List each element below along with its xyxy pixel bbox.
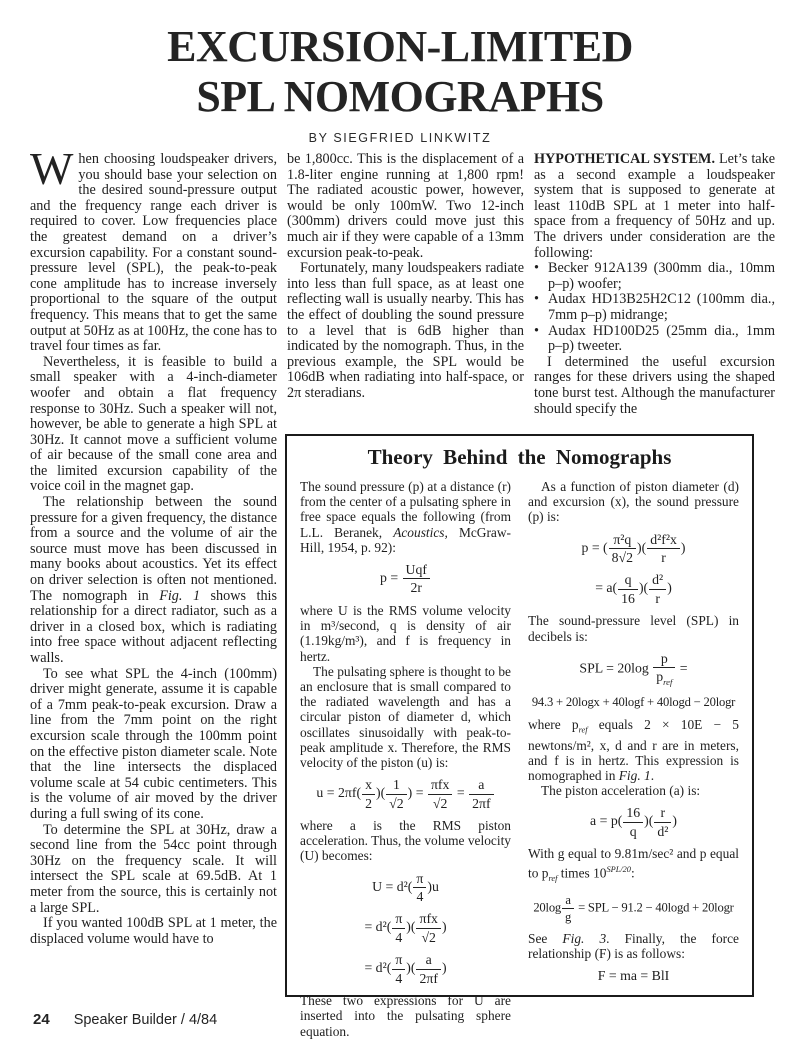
paragraph: If you wanted 100dB SPL at 1 meter, the displaced volume would have to <box>30 915 277 947</box>
section-lead: HYPOTHETICAL SYSTEM. <box>534 151 715 167</box>
formula-force: F = ma = BlI <box>597 968 670 984</box>
driver-item-text: Audax HD13B25H2C12 (100mm dia., 7mm p–p) midrange; <box>548 291 775 323</box>
paragraph: With g equal to 9.81m/sec² and p equal to $p_{ref}$ times $10^{SPL/20}$: <box>528 846 739 883</box>
article-header <box>0 22 800 145</box>
paragraph: where U is the RMS volume velocity in m³/second, q is density of air (1.19kg/m³), and f is frequency in hertz. <box>300 602 511 664</box>
formula-pulsating-sphere: p = $\frac{\text{Uqf}}{2r}$ <box>300 562 511 596</box>
formula-spl-expanded: 94.3 + 20logx + 40logf + 40logd − 20logr <box>531 694 736 709</box>
paragraph: To see what SPL the 4-inch (100mm) driver might generate, assume it is capable of a 7mm peak-to-peak excursion. Draw a line from the 7mm point on the right excursion scale through the 100mm point on the effective piston diameter scale. Note that the line intersects the displaced volume scale at 54 cubic centimeters. This is the volume of air moved by the driver during a full swing of its cone. <box>30 665 277 822</box>
paragraph: See Fig. 3. Finally, the force relationship (F) is as follows: <box>528 931 739 962</box>
driver-list <box>534 261 775 355</box>
formula-piston-velocity: u = 2πf( $\frac{x}{2}$ )( $\frac{1}{√2}$ ) = $\frac{\text{πfx}}{√2}$ = $\frac{a}{2\pi f}$ <box>300 777 511 811</box>
paragraph: Fortunately, many loudspeakers radiate into less than full space, as at least one reflecting wall is usually nearby. This has the effect of doubling the sound pressure to a level that is 6dB higher than indicated by the nomograph. Thus, in the previous example, the SPL would be 106dB when radiating into half-space, or 2π steradians. <box>287 260 524 401</box>
driver-list-item <box>534 292 775 323</box>
drop-cap: W <box>30 143 74 194</box>
formula-volume-velocity-1: U = d²( $\frac{\pi}{4}$ )u <box>372 870 439 905</box>
formula-volume-velocity-3: = d²( $\frac{\pi}{4}$ )( $\frac{a}{2\pi f}$ ) <box>364 952 447 986</box>
driver-item-text: Audax HD100D25 (25mm dia., 1mm p–p) tweeter. <box>548 322 775 355</box>
bullet-icon: • <box>534 260 539 277</box>
paragraph: The pulsating sphere is thought to be an enclosure that is small compared to the radiated wavelength and has a circular piston of diameter d, which oscillates sinusoidally with peak-to-peak amplitude x. Therefore, the RMS velocity of the piston (u) is: <box>300 663 511 770</box>
formula-volume-velocity-2: = d²( $\frac{\pi}{4}$ )( $\frac{\text{πfx}}{√2}$ ) <box>364 911 447 945</box>
formula-piston-acceleration: a = p( $\frac{16}{q}$ )( $\frac{r}{\text{d²}}$ ) <box>590 805 677 839</box>
page-number: 24 <box>33 1011 50 1028</box>
driver-item-text: Becker 912A139 (300mm dia., 10mm p–p) woofer; <box>548 260 775 292</box>
formula-sound-pressure-1: p = ( $\frac{\text{π²q}}{8√2}$ )( $\frac{\text{d²f²x}}{r}$ ) <box>581 531 686 566</box>
column-middle <box>287 152 524 402</box>
paragraph: The sound-pressure level (SPL) in decibels is: <box>528 613 739 644</box>
sidebar-column-left <box>300 479 511 1039</box>
paragraph: These two expressions for U are inserted into the pulsating sphere equation. <box>300 993 511 1039</box>
sidebar-title: Theory Behind the Nomographs <box>367 445 672 469</box>
paragraph-hypothetical-system <box>534 152 775 261</box>
publication-name: Speaker Builder / 4/84 <box>73 1012 218 1028</box>
paragraph: To determine the SPL at 30Hz, draw a second line from the 54cc point through 30Hz on the frequency scale. It will intersect the SPL scale at 69.5dB. At 1 meter from the source, this is certainly not a large SPL. <box>30 821 277 916</box>
sidebar-columns <box>300 479 739 1039</box>
bullet-icon: • <box>534 291 539 308</box>
byline: BY SIEGFRIED LINKWITZ <box>308 131 492 145</box>
column-left <box>30 143 278 947</box>
formula-spl: SPL = 20log $\frac{p}{p_{ref}}$ = <box>579 650 688 687</box>
paragraph: where $p_{ref}$ equals 2 × 10E − 5 newtons/m², x, d and r are in meters, and f is in hertz. This expression is nomographed in Fig. 1. <box>528 716 739 784</box>
driver-list-item <box>534 261 775 292</box>
driver-list-item <box>534 324 775 355</box>
sidebar-column-right <box>528 479 739 1039</box>
theory-sidebar <box>285 434 754 1039</box>
paragraph: I determined the useful excursion ranges for these drivers using the shaped tone burst test. Although the manufacturer should specify the <box>534 353 775 417</box>
column-right <box>534 152 775 417</box>
paragraph: The piston acceleration (a) is: <box>541 783 701 799</box>
page-footer <box>33 1011 217 1028</box>
title-line-1: EXCURSION-LIMITED <box>167 22 633 71</box>
formula-sound-pressure-2: = a( $\frac{q}{16}$ )( $\frac{\text{d²}}{r}$ ) <box>595 572 672 606</box>
bullet-icon: • <box>534 322 539 339</box>
article-title <box>0 22 800 122</box>
title-line-2: SPL NOMOGRAPHS <box>196 72 604 121</box>
paragraph: The relationship between the sound pressure for a given frequency, the distance from a source and the volume of air the source must move has been discussed in many books about acoustics. Yet its effect on driver selection is often not mentioned. The nomograph in Fig. 1 shows this relationship for a direct radiator, such as a driver in a closed box, which is radiating into free space without adjacent reflecting walls. <box>30 494 278 666</box>
formula-acceleration-spl: 20log $\frac{a}{g}$ = SPL − 91.2 − 40logd + 20logr <box>533 892 734 924</box>
paragraph: Nevertheless, it is feasible to build a small speaker with a 4-inch-diameter woofer and obtain a flat frequency response to 30Hz. Such a speaker will not, however, be able to generate a high SPL at 30Hz. It cannot move a sufficient volume of air because of the small cone area and the limited excursion capability of the voice coil in the magnet gap. <box>30 353 277 495</box>
paragraph: be 1,800cc. This is the displacement of a 1.8-liter engine running at 1,800 rpm! The radiated acoustic power, however, would be only 100mW. Two 12-inch (300mm) drivers could move just this much air if they were capable of a 13mm excursion peak-to-peak. <box>287 151 524 261</box>
paragraph-text: hen choosing loudspeaker drivers, you should base your selection on the desired sound-pressure output and the frequency range each driver is required to cover. Low frequencies place the greatest demand on a driver’s excursion capability. For a constant sound-pressure level (SPL), the peak-to-peak cone amplitude has to increase inversely proportional to the square of the output frequency. This means that to get the same output at 50Hz as at 100Hz, the cone has to travel four times as far. <box>30 151 277 355</box>
paragraph-intro <box>30 143 277 355</box>
paragraph: The sound pressure (p) at a distance (r) from the center of a pulsating sphere in free space equals the following (from L.L. Beranek, Acoustics, McGraw-Hill, 1954, p. 92): <box>300 479 511 555</box>
paragraph: As a function of piston diameter (d) and excursion (x), the sound pressure (p) is: <box>528 479 739 525</box>
paragraph-text: Let’s take as a second example a loudspeaker system that is supposed to generate at least 110dB SPL at 1 meter into half-space from a frequency of 50Hz and up. The drivers under consideration are the following: <box>534 151 775 261</box>
paragraph: where a is the RMS piston acceleration. Thus, the volume velocity (U) becomes: <box>300 818 511 864</box>
